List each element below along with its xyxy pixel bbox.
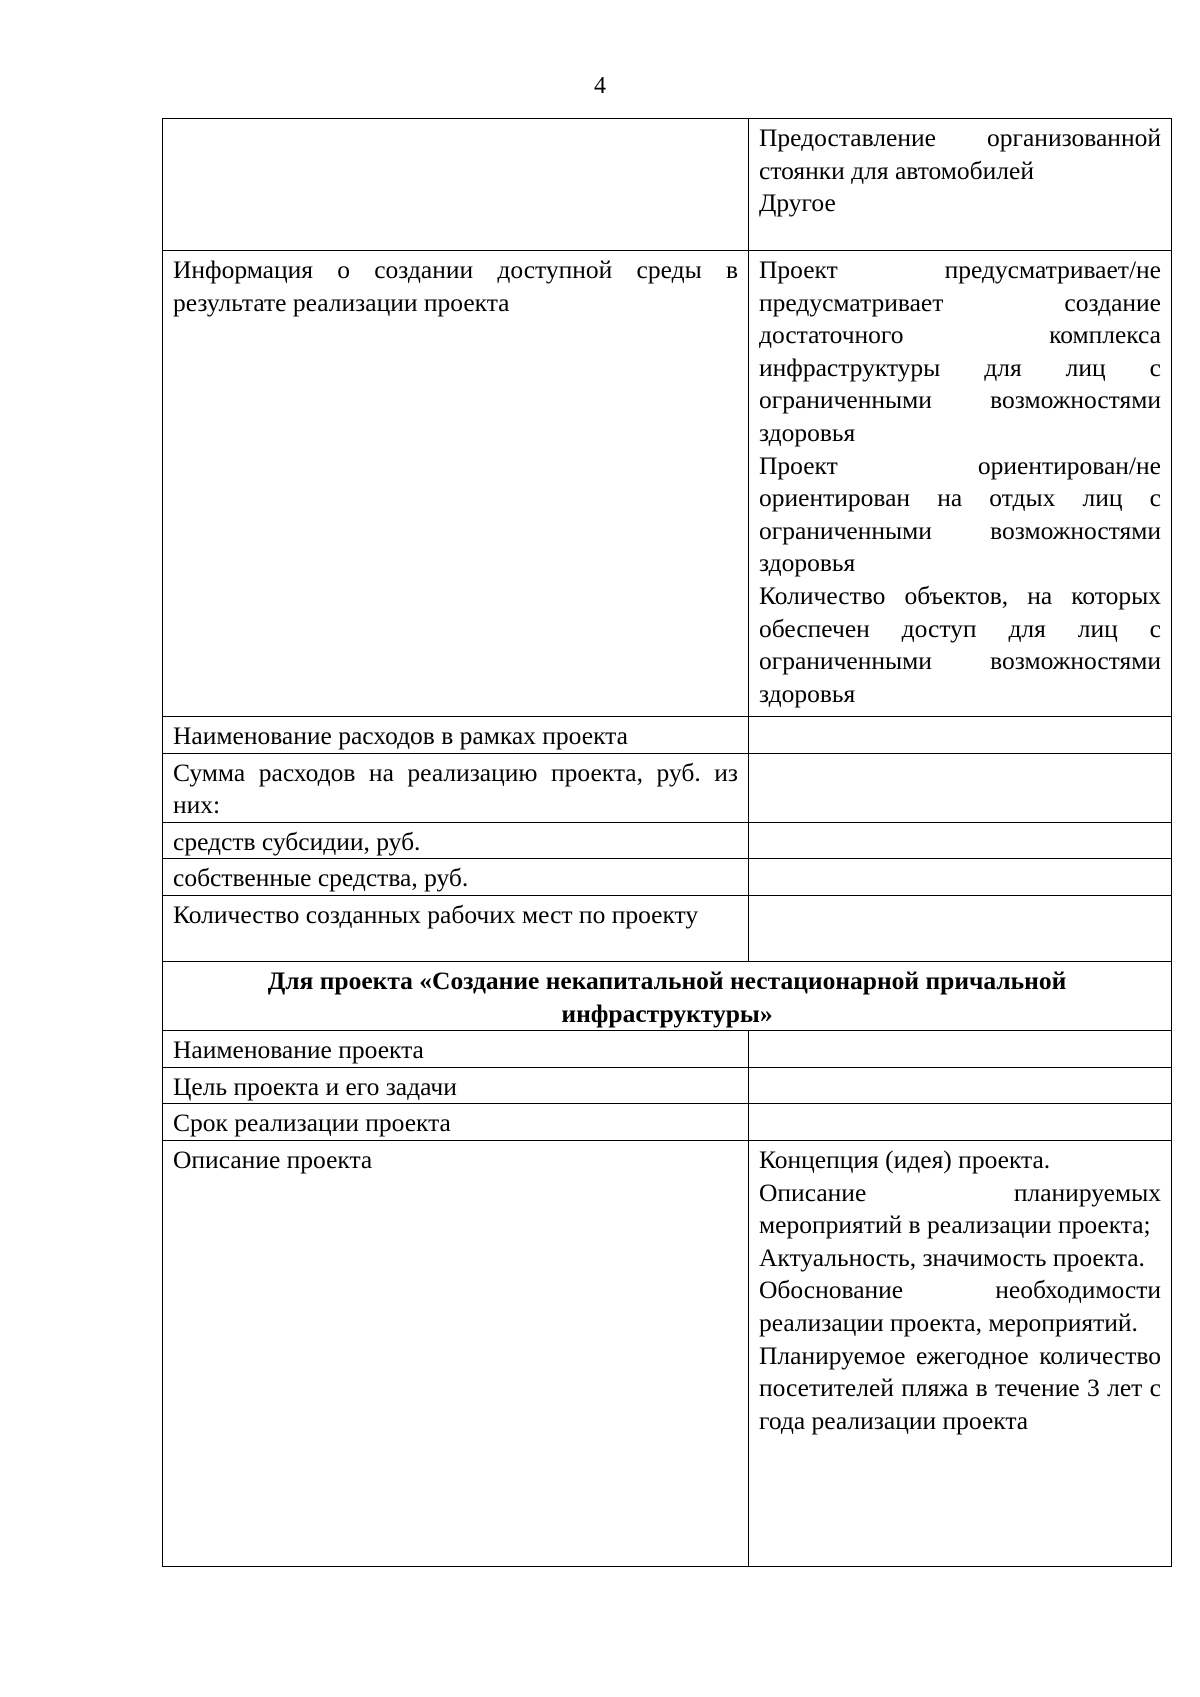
row-label: Срок реализации проекта [163,1104,749,1141]
table-row [163,1140,1172,1566]
row-label: Сумма расходов на реализацию проекта, руб. из них: [163,753,749,822]
page-number: 4 [594,73,606,99]
table-row [163,1067,1172,1104]
row-value [749,251,1172,717]
table-row [163,895,1172,961]
project-form-table [162,118,1172,1567]
row-label: Информация о создании доступной среды в результате реализации проекта [163,251,749,717]
section-heading: Для проекта «Создание некапитальной нестационарной причальной инфраструктуры» [163,961,1172,1030]
row-label: Цель проекта и его задачи [163,1067,749,1104]
value-paragraph: Планируемое ежегодное количество посетителей пляжа в течение 3 лет с года реализации проекта [759,1340,1161,1435]
row-label: Количество созданных рабочих мест по проекту [163,895,749,961]
section-heading-row [163,961,1172,1030]
row-value-empty [749,1104,1172,1141]
value-paragraph: Обоснование необходимости реализации проекта, мероприятий. [759,1275,1161,1337]
table-row [163,1031,1172,1068]
table-row [163,753,1172,822]
row-value [749,1140,1172,1566]
table-row [163,717,1172,754]
value-paragraph: Проект предусматривает/не предусматривает создание достаточного комплекса инфраструктуры для лиц с ограниченными возможностями здоровья [759,255,1161,447]
row-label: Наименование проекта [163,1031,749,1068]
row-value-empty [749,822,1172,859]
row-value-empty [749,1067,1172,1104]
row-label-empty [163,119,749,251]
row-value [749,119,1172,251]
row-value-empty [749,717,1172,754]
row-value-empty [749,1031,1172,1068]
value-paragraph: Концепция (идея) проекта. [759,1144,1051,1174]
table-row [163,119,1172,251]
row-value-empty [749,753,1172,822]
row-label: Наименование расходов в рамках проекта [163,717,749,754]
value-paragraph: Описание планируемых мероприятий в реализации проекта; [759,1177,1161,1240]
row-value-empty [749,895,1172,961]
value-paragraph: Другое [759,188,836,218]
row-label: средств субсидии, руб. [163,822,749,859]
table-row [163,1104,1172,1141]
value-paragraph: Количество объектов, на которых обеспечен доступ для лиц с ограниченными возможностями здоровья [759,580,1161,708]
row-label: Описание проекта [163,1140,749,1566]
table-row [163,251,1172,717]
table-row [163,822,1172,859]
value-paragraph: Актуальность, значимость проекта. [759,1242,1145,1272]
row-value-empty [749,859,1172,896]
table-row [163,859,1172,896]
row-label: собственные средства, руб. [163,859,749,896]
value-paragraph: Предоставление организованной стоянки для автомобилей [759,123,1161,185]
value-paragraph: Проект ориентирован/не ориентирован на отдых лиц с ограниченными возможностями здоровья [759,450,1161,578]
